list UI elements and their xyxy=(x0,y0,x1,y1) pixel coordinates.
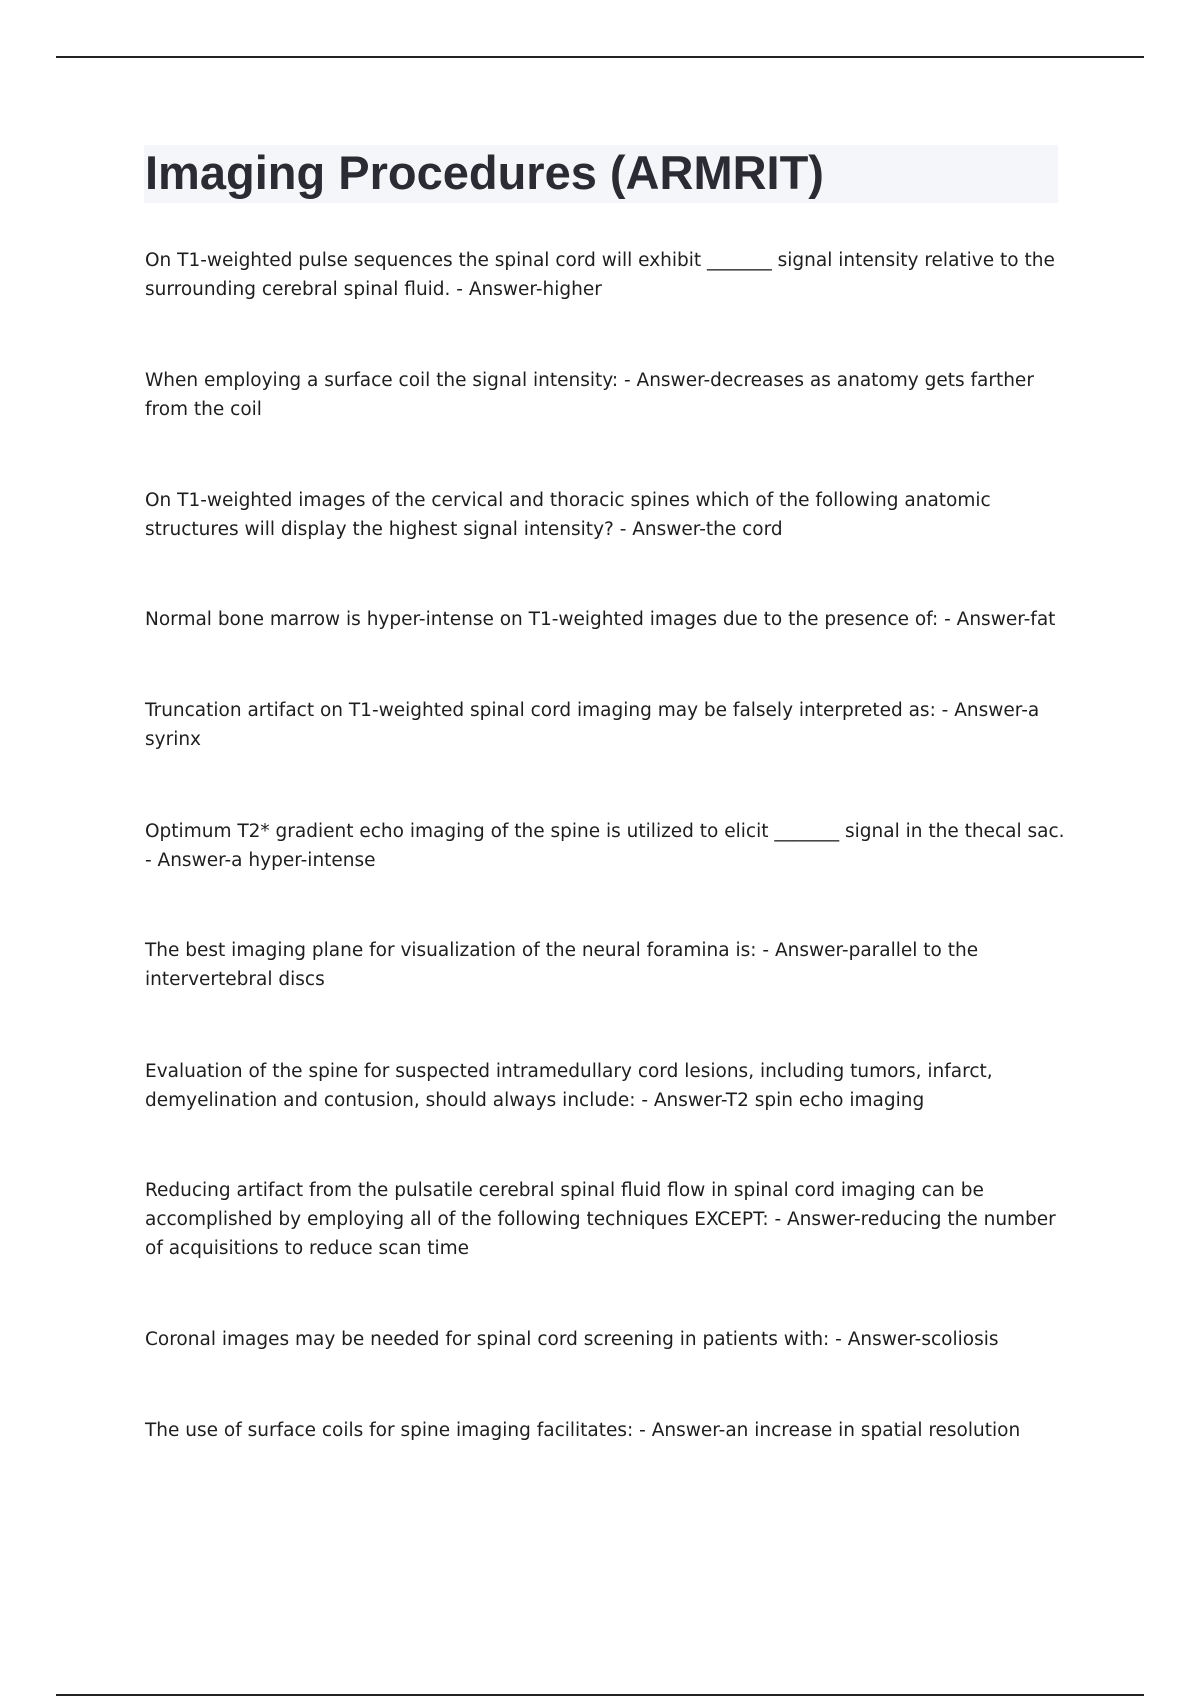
qa-item-8: Evaluation of the spine for suspected intramedullary cord lesions, including tumors, infarct, demyelination and contusion, should always include: - Answer-T2 spin echo imaging xyxy=(145,1061,993,1111)
qa-item-3: On T1-weighted images of the cervical and thoracic spines which of the following anatomic structures will display the highest signal intensity? - Answer-the cord xyxy=(145,490,991,540)
page-title: Imaging Procedures (ARMRIT) xyxy=(145,146,824,199)
qa-item-1: On T1-weighted pulse sequences the spinal cord will exhibit _______ signal intensity relative to the surrounding cerebral spinal fluid. - Answer-higher xyxy=(145,250,1055,300)
top-rule xyxy=(56,56,1144,58)
qa-item-5: Truncation artifact on T1-weighted spinal cord imaging may be falsely interpreted as: - Answer-a syrinx xyxy=(145,700,1040,750)
qa-item-7: The best imaging plane for visualization of the neural foramina is: - Answer-parallel to the intervertebral discs xyxy=(145,940,979,990)
qa-item-9: Reducing artifact from the pulsatile cerebral spinal fluid flow in spinal cord imaging can be accomplished by employing all of the following techniques EXCEPT: - Answer-reducing the number of acquisitions to reduce scan time xyxy=(145,1180,1056,1259)
bottom-rule xyxy=(56,1694,1144,1696)
qa-item-4: Normal bone marrow is hyper-intense on T1-weighted images due to the presence of: - Answer-fat xyxy=(145,609,1056,630)
qa-item-10: Coronal images may be needed for spinal cord screening in patients with: - Answer-scoliosis xyxy=(145,1329,999,1350)
qa-item-6: Optimum T2* gradient echo imaging of the spine is utilized to elicit _______ signal in the thecal sac. - Answer-a hyper-intense xyxy=(145,821,1065,871)
qa-item-2: When employing a surface coil the signal intensity: - Answer-decreases as anatomy gets farther from the coil xyxy=(145,370,1034,420)
qa-item-11: The use of surface coils for spine imaging facilitates: - Answer-an increase in spatial resolution xyxy=(145,1420,1021,1441)
